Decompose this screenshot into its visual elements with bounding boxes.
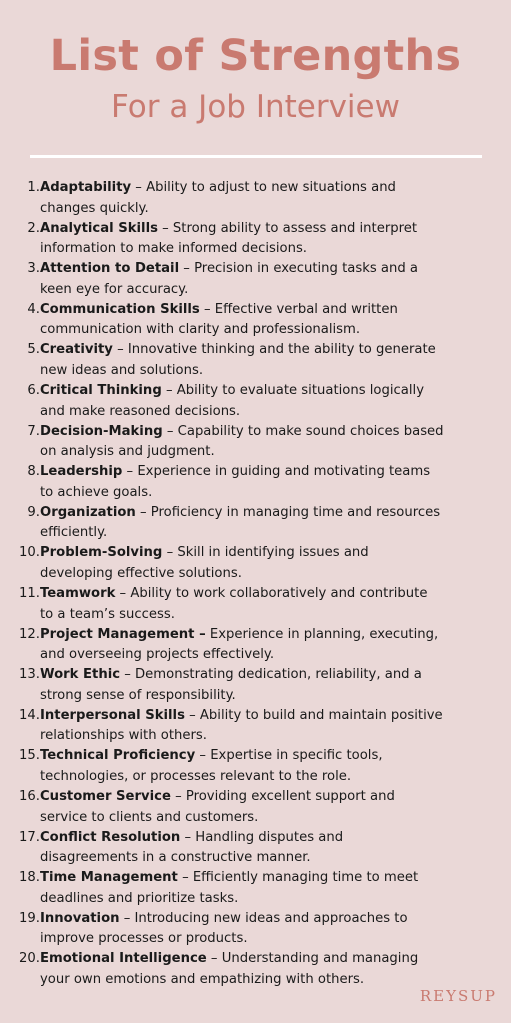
item-line-1 xyxy=(40,584,478,605)
item-number: 15. xyxy=(19,748,40,764)
list-item xyxy=(0,422,511,462)
item-term: Project Management – xyxy=(40,626,206,642)
item-line-1 xyxy=(40,219,478,240)
item-line-2: your own emotions and empathizing with others. xyxy=(40,971,365,987)
item-number: 4. xyxy=(27,301,40,317)
list-item xyxy=(0,219,511,259)
item-line-1 xyxy=(40,665,478,686)
item-line-2: and make reasoned decisions. xyxy=(40,403,241,419)
item-line-2: information to make informed decisions. xyxy=(40,241,308,257)
item-number: 10. xyxy=(19,545,40,561)
item-line-2: improve processes or products. xyxy=(40,931,248,947)
item-term: Adaptability xyxy=(40,180,132,195)
item-term: Decision-Making xyxy=(40,423,163,439)
item-line-2: deadlines and prioritize tasks. xyxy=(40,890,239,906)
item-term: Analytical Skills xyxy=(40,220,158,236)
item-line-2: relationships with others. xyxy=(40,728,207,744)
title-divider xyxy=(30,155,482,158)
item-line-1 xyxy=(40,259,478,280)
list-item xyxy=(0,949,511,989)
item-number: 7. xyxy=(27,423,40,439)
item-line-1 xyxy=(40,422,478,443)
item-description: – Handling disputes and xyxy=(180,829,344,845)
item-line-1 xyxy=(40,462,478,483)
item-description: – Efficiently managing time to meet xyxy=(177,870,419,886)
item-line-2: to a team’s success. xyxy=(40,606,175,622)
item-line-1 xyxy=(40,178,478,199)
item-number: 16. xyxy=(19,789,40,804)
item-line-2: technologies, or processes relevant to the role. xyxy=(40,768,352,784)
item-description: – Ability to work collaboratively and contribute xyxy=(115,586,428,601)
list-item xyxy=(0,909,511,949)
item-number: 12. xyxy=(19,626,40,642)
list-item xyxy=(0,178,511,218)
list-item xyxy=(0,259,511,299)
list-item xyxy=(0,868,511,908)
item-description: – Capability to make sound choices based xyxy=(162,423,444,439)
list-item xyxy=(0,665,511,705)
list-item xyxy=(0,625,511,665)
item-line-2: developing effective solutions. xyxy=(40,565,242,581)
list-item xyxy=(0,543,511,583)
item-description: – Precision in executing tasks and a xyxy=(179,261,418,277)
item-term: Attention to Detail xyxy=(40,261,180,277)
item-description: – Skill in identifying issues and xyxy=(162,545,369,561)
item-line-2: service to clients and customers. xyxy=(40,809,259,825)
item-description: – Proficiency in managing time and resources xyxy=(135,504,441,520)
item-term: Communication Skills xyxy=(40,301,200,317)
item-description: – Ability to build and maintain positive xyxy=(184,707,443,723)
item-line-2: changes quickly. xyxy=(40,200,149,216)
item-number: 19. xyxy=(19,910,40,926)
item-line-2: strong sense of responsibility. xyxy=(40,687,236,703)
item-number: 2. xyxy=(27,220,40,236)
item-line-2: efficiently. xyxy=(40,525,108,541)
item-line-2: and overseeing projects effectively. xyxy=(40,647,275,663)
item-term: Customer Service xyxy=(40,789,171,804)
list-item xyxy=(0,381,511,421)
item-line-1 xyxy=(40,909,478,930)
item-number: 11. xyxy=(19,586,40,601)
item-term: Technical Proficiency xyxy=(40,748,196,764)
item-line-1 xyxy=(40,706,478,727)
list-item xyxy=(0,746,511,786)
item-line-2: disagreements in a constructive manner. xyxy=(40,850,311,866)
list-item xyxy=(0,503,511,543)
item-term: Organization xyxy=(40,504,136,520)
item-term: Emotional Intelligence xyxy=(40,951,207,967)
item-description: – Demonstrating dedication, reliability, and a xyxy=(120,667,422,683)
item-number: 9. xyxy=(27,504,40,520)
list-item xyxy=(0,828,511,868)
list-item xyxy=(0,584,511,624)
item-number: 1. xyxy=(27,180,40,195)
item-line-1 xyxy=(40,543,478,564)
item-line-1 xyxy=(40,949,478,970)
item-description: – Expertise in specific tools, xyxy=(195,748,383,764)
item-number: 14. xyxy=(19,707,40,723)
item-line-2: to achieve goals. xyxy=(40,484,153,500)
list-item xyxy=(0,462,511,502)
item-line-1 xyxy=(40,868,478,889)
item-number: 8. xyxy=(27,464,40,480)
item-description: – Strong ability to assess and interpret xyxy=(157,220,418,236)
item-term: Conflict Resolution xyxy=(40,829,181,845)
item-term: Creativity xyxy=(40,342,113,358)
item-line-1 xyxy=(40,300,478,321)
item-number: 20. xyxy=(19,951,40,967)
item-description: – Ability to adjust to new situations and xyxy=(131,180,396,195)
page-title: List of Strengths xyxy=(49,31,462,81)
item-number: 13. xyxy=(19,667,40,683)
item-line-1 xyxy=(40,787,478,808)
list-item xyxy=(0,300,511,340)
item-description: – Experience in guiding and motivating teams xyxy=(122,464,431,480)
item-term: Problem-Solving xyxy=(40,545,163,561)
item-term: Innovation xyxy=(40,910,120,926)
page-subtitle: For a Job Interview xyxy=(111,89,400,125)
item-line-1 xyxy=(40,828,478,849)
item-line-1 xyxy=(40,625,478,646)
item-line-2: communication with clarity and professionalism. xyxy=(40,322,361,338)
item-term: Interpersonal Skills xyxy=(40,707,185,723)
item-number: 3. xyxy=(27,261,40,277)
item-term: Teamwork xyxy=(40,586,116,601)
brand-logo: REYSUP xyxy=(419,987,497,1005)
list-item xyxy=(0,340,511,380)
item-description: – Innovative thinking and the ability to generate xyxy=(112,342,436,358)
item-description: – Ability to evaluate situations logically xyxy=(161,383,425,398)
item-line-1 xyxy=(40,340,478,361)
item-number: 18. xyxy=(19,870,40,886)
item-description: Experience in planning, executing, xyxy=(205,626,439,642)
item-term: Time Management xyxy=(40,870,178,886)
item-line-2: on analysis and judgment. xyxy=(40,444,215,460)
item-term: Work Ethic xyxy=(40,667,121,683)
item-line-1 xyxy=(40,746,478,767)
item-number: 6. xyxy=(27,383,40,398)
item-line-2: keen eye for accuracy. xyxy=(40,281,189,297)
item-description: – Providing excellent support and xyxy=(170,789,395,804)
item-line-1 xyxy=(40,381,478,402)
item-description: – Understanding and managing xyxy=(206,951,419,967)
list-item xyxy=(0,787,511,827)
item-term: Leadership xyxy=(40,464,123,480)
item-description: – Introducing new ideas and approaches to xyxy=(119,910,408,926)
item-line-1 xyxy=(40,503,478,524)
item-term: Critical Thinking xyxy=(40,383,162,398)
list-item xyxy=(0,706,511,746)
item-line-2: new ideas and solutions. xyxy=(40,362,204,378)
item-number: 5. xyxy=(27,342,40,358)
item-description: – Effective verbal and written xyxy=(199,301,398,317)
item-number: 17. xyxy=(19,829,40,845)
